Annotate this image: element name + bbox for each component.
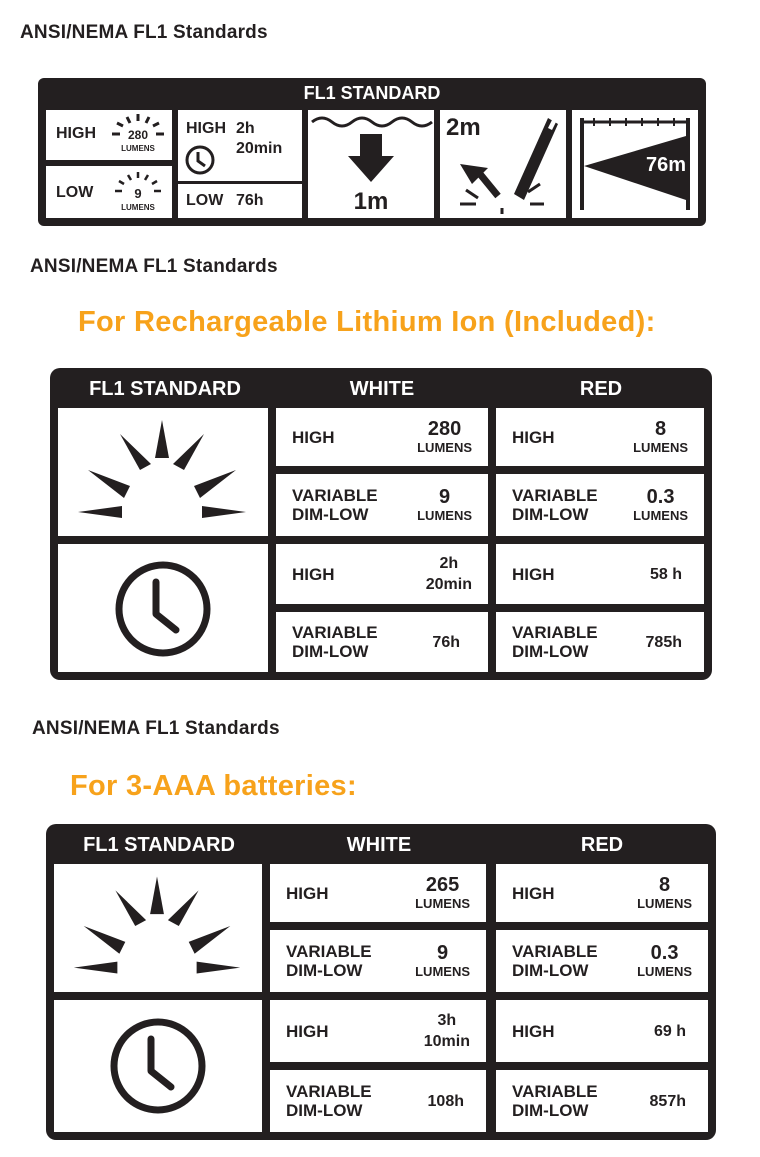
white-low-label-2: DIM-LOW <box>286 961 363 980</box>
header-standard: FL1 STANDARD <box>83 834 235 856</box>
rt-red-high-cell <box>496 1000 708 1062</box>
badge-runtime-low-label: LOW <box>186 192 224 209</box>
badge-high-lumens-unit: LUMENS <box>121 144 155 153</box>
white-low-label-1: VARIABLE <box>286 942 372 961</box>
water-drop-arrow-icon <box>308 110 434 190</box>
white-low-value: 9 <box>438 486 451 508</box>
rt-white-low-value: 76h <box>432 633 460 651</box>
brightness-icon-cell <box>58 408 268 536</box>
badge-high-lumens: 280 <box>127 128 149 142</box>
rt-red-high-value: 69 h <box>653 1022 686 1040</box>
badge-high-lumens-cell <box>46 110 172 160</box>
header-standard: FL1 STANDARD <box>89 378 241 400</box>
badge-impact-height: 2m <box>446 114 481 141</box>
white-high-unit: LUMENS <box>417 440 472 455</box>
section2-heading: ANSI/NEMA FL1 Standards <box>30 256 278 277</box>
light-burst-icon <box>58 408 268 536</box>
red-high-value: 8 <box>654 418 667 440</box>
header-red: RED <box>580 834 624 856</box>
badge-runtime-high-line2: 20min <box>236 140 283 157</box>
badge-runtime-divider <box>178 181 302 184</box>
rt-red-low-label-2: DIM-LOW <box>512 1101 589 1120</box>
badge-beam-distance: 76m <box>645 154 686 176</box>
section1-heading: ANSI/NEMA FL1 Standards <box>20 22 268 43</box>
clock-icon <box>112 558 214 660</box>
runtime-icon-cell <box>58 544 268 672</box>
badge-impact-cell <box>440 110 566 218</box>
white-high-cell <box>276 408 488 466</box>
red-low-value: 0.3 <box>650 942 679 964</box>
rt-red-high-label: HIGH <box>512 564 555 584</box>
white-low-label-2: DIM-LOW <box>292 505 369 524</box>
impact-flashlight-icon <box>440 110 566 218</box>
red-low-label-1: VARIABLE <box>512 942 598 961</box>
badge-runtime-high-line1: 2h <box>236 120 255 137</box>
red-low-value: 0.3 <box>646 486 675 508</box>
section3-heading: ANSI/NEMA FL1 Standards <box>32 718 280 739</box>
rt-white-low-value: 108h <box>427 1092 464 1110</box>
rt-white-low-cell <box>276 612 488 672</box>
white-high-value: 280 <box>427 418 462 440</box>
header-white: WHITE <box>346 834 412 856</box>
red-high-unit: LUMENS <box>637 896 692 911</box>
white-high-cell <box>270 864 486 922</box>
rt-red-low-cell <box>496 612 704 672</box>
red-high-label: HIGH <box>512 883 555 903</box>
rt-red-low-label-1: VARIABLE <box>512 1082 598 1101</box>
rt-red-high-cell <box>496 544 704 604</box>
red-high-unit: LUMENS <box>633 440 688 455</box>
rt-white-high-line2: 10min <box>423 1033 470 1050</box>
section3-subtitle: For 3-AAA batteries: <box>70 770 357 802</box>
red-low-cell <box>496 474 704 536</box>
badge-low-lumens: 9 <box>134 186 142 201</box>
badge-runtime-cell <box>178 110 302 218</box>
badge-beam-cell <box>572 110 698 218</box>
badge-low-lumens-cell <box>46 166 172 218</box>
red-low-label-2: DIM-LOW <box>512 505 589 524</box>
rt-white-high-cell <box>276 544 488 604</box>
white-low-label-1: VARIABLE <box>292 486 378 505</box>
red-low-unit: LUMENS <box>633 508 688 523</box>
rt-white-low-cell <box>270 1070 486 1132</box>
rt-white-low-label-1: VARIABLE <box>292 623 378 642</box>
clock-icon <box>107 1015 209 1117</box>
rt-white-high-line1: 2h <box>439 555 459 572</box>
table-lithium <box>50 368 712 680</box>
rt-red-low-value: 857h <box>649 1092 686 1110</box>
badge-low-lumens-unit: LUMENS <box>121 203 155 212</box>
red-low-label-1: VARIABLE <box>512 486 598 505</box>
rt-white-high-label: HIGH <box>286 1021 329 1041</box>
white-high-label: HIGH <box>286 883 329 903</box>
badge-low-label: LOW <box>56 184 94 201</box>
red-high-cell <box>496 864 708 922</box>
header-red: RED <box>579 378 623 400</box>
red-low-cell <box>496 930 708 992</box>
white-low-unit: LUMENS <box>415 964 470 979</box>
badge-title: FL1 STANDARD <box>303 83 441 103</box>
badge-high-label: HIGH <box>56 125 96 142</box>
white-low-cell <box>276 474 488 536</box>
rt-red-low-label-2: DIM-LOW <box>512 642 589 661</box>
table-aaa <box>46 824 716 1140</box>
red-high-label: HIGH <box>512 427 555 447</box>
rt-red-low-value: 785h <box>645 633 682 651</box>
clock-icon <box>184 144 216 176</box>
rt-red-high-label: HIGH <box>512 1021 555 1041</box>
rt-white-low-label-2: DIM-LOW <box>286 1101 363 1120</box>
rt-red-low-label-1: VARIABLE <box>512 623 598 642</box>
badge-runtime-high-label: HIGH <box>186 120 226 137</box>
header-white: WHITE <box>349 378 415 400</box>
rt-white-high-line2: 20min <box>425 576 472 593</box>
badge-runtime-low-value: 76h <box>236 192 264 209</box>
white-high-value: 265 <box>425 874 460 896</box>
section2-subtitle: For Rechargeable Lithium Ion (Included): <box>78 306 656 338</box>
red-low-unit: LUMENS <box>637 964 692 979</box>
red-high-value: 8 <box>658 874 671 896</box>
red-low-label-2: DIM-LOW <box>512 961 589 980</box>
badge-water-cell <box>308 110 434 218</box>
rt-red-high-value: 58 h <box>649 565 682 583</box>
rt-white-low-label-2: DIM-LOW <box>292 642 369 661</box>
white-high-unit: LUMENS <box>415 896 470 911</box>
white-low-cell <box>270 930 486 992</box>
light-burst-icon <box>54 864 262 992</box>
rt-white-high-label: HIGH <box>292 564 335 584</box>
white-high-label: HIGH <box>292 427 335 447</box>
white-low-unit: LUMENS <box>417 508 472 523</box>
rt-white-low-label-1: VARIABLE <box>286 1082 372 1101</box>
red-high-cell <box>496 408 704 466</box>
white-low-value: 9 <box>436 942 449 964</box>
badge-water-depth: 1m <box>353 188 389 215</box>
rt-red-low-cell <box>496 1070 708 1132</box>
rt-white-high-cell <box>270 1000 486 1062</box>
rt-white-high-line1: 3h <box>437 1012 457 1029</box>
fl1-badge <box>38 78 706 226</box>
brightness-icon-cell <box>54 864 262 992</box>
runtime-icon-cell <box>54 1000 262 1132</box>
